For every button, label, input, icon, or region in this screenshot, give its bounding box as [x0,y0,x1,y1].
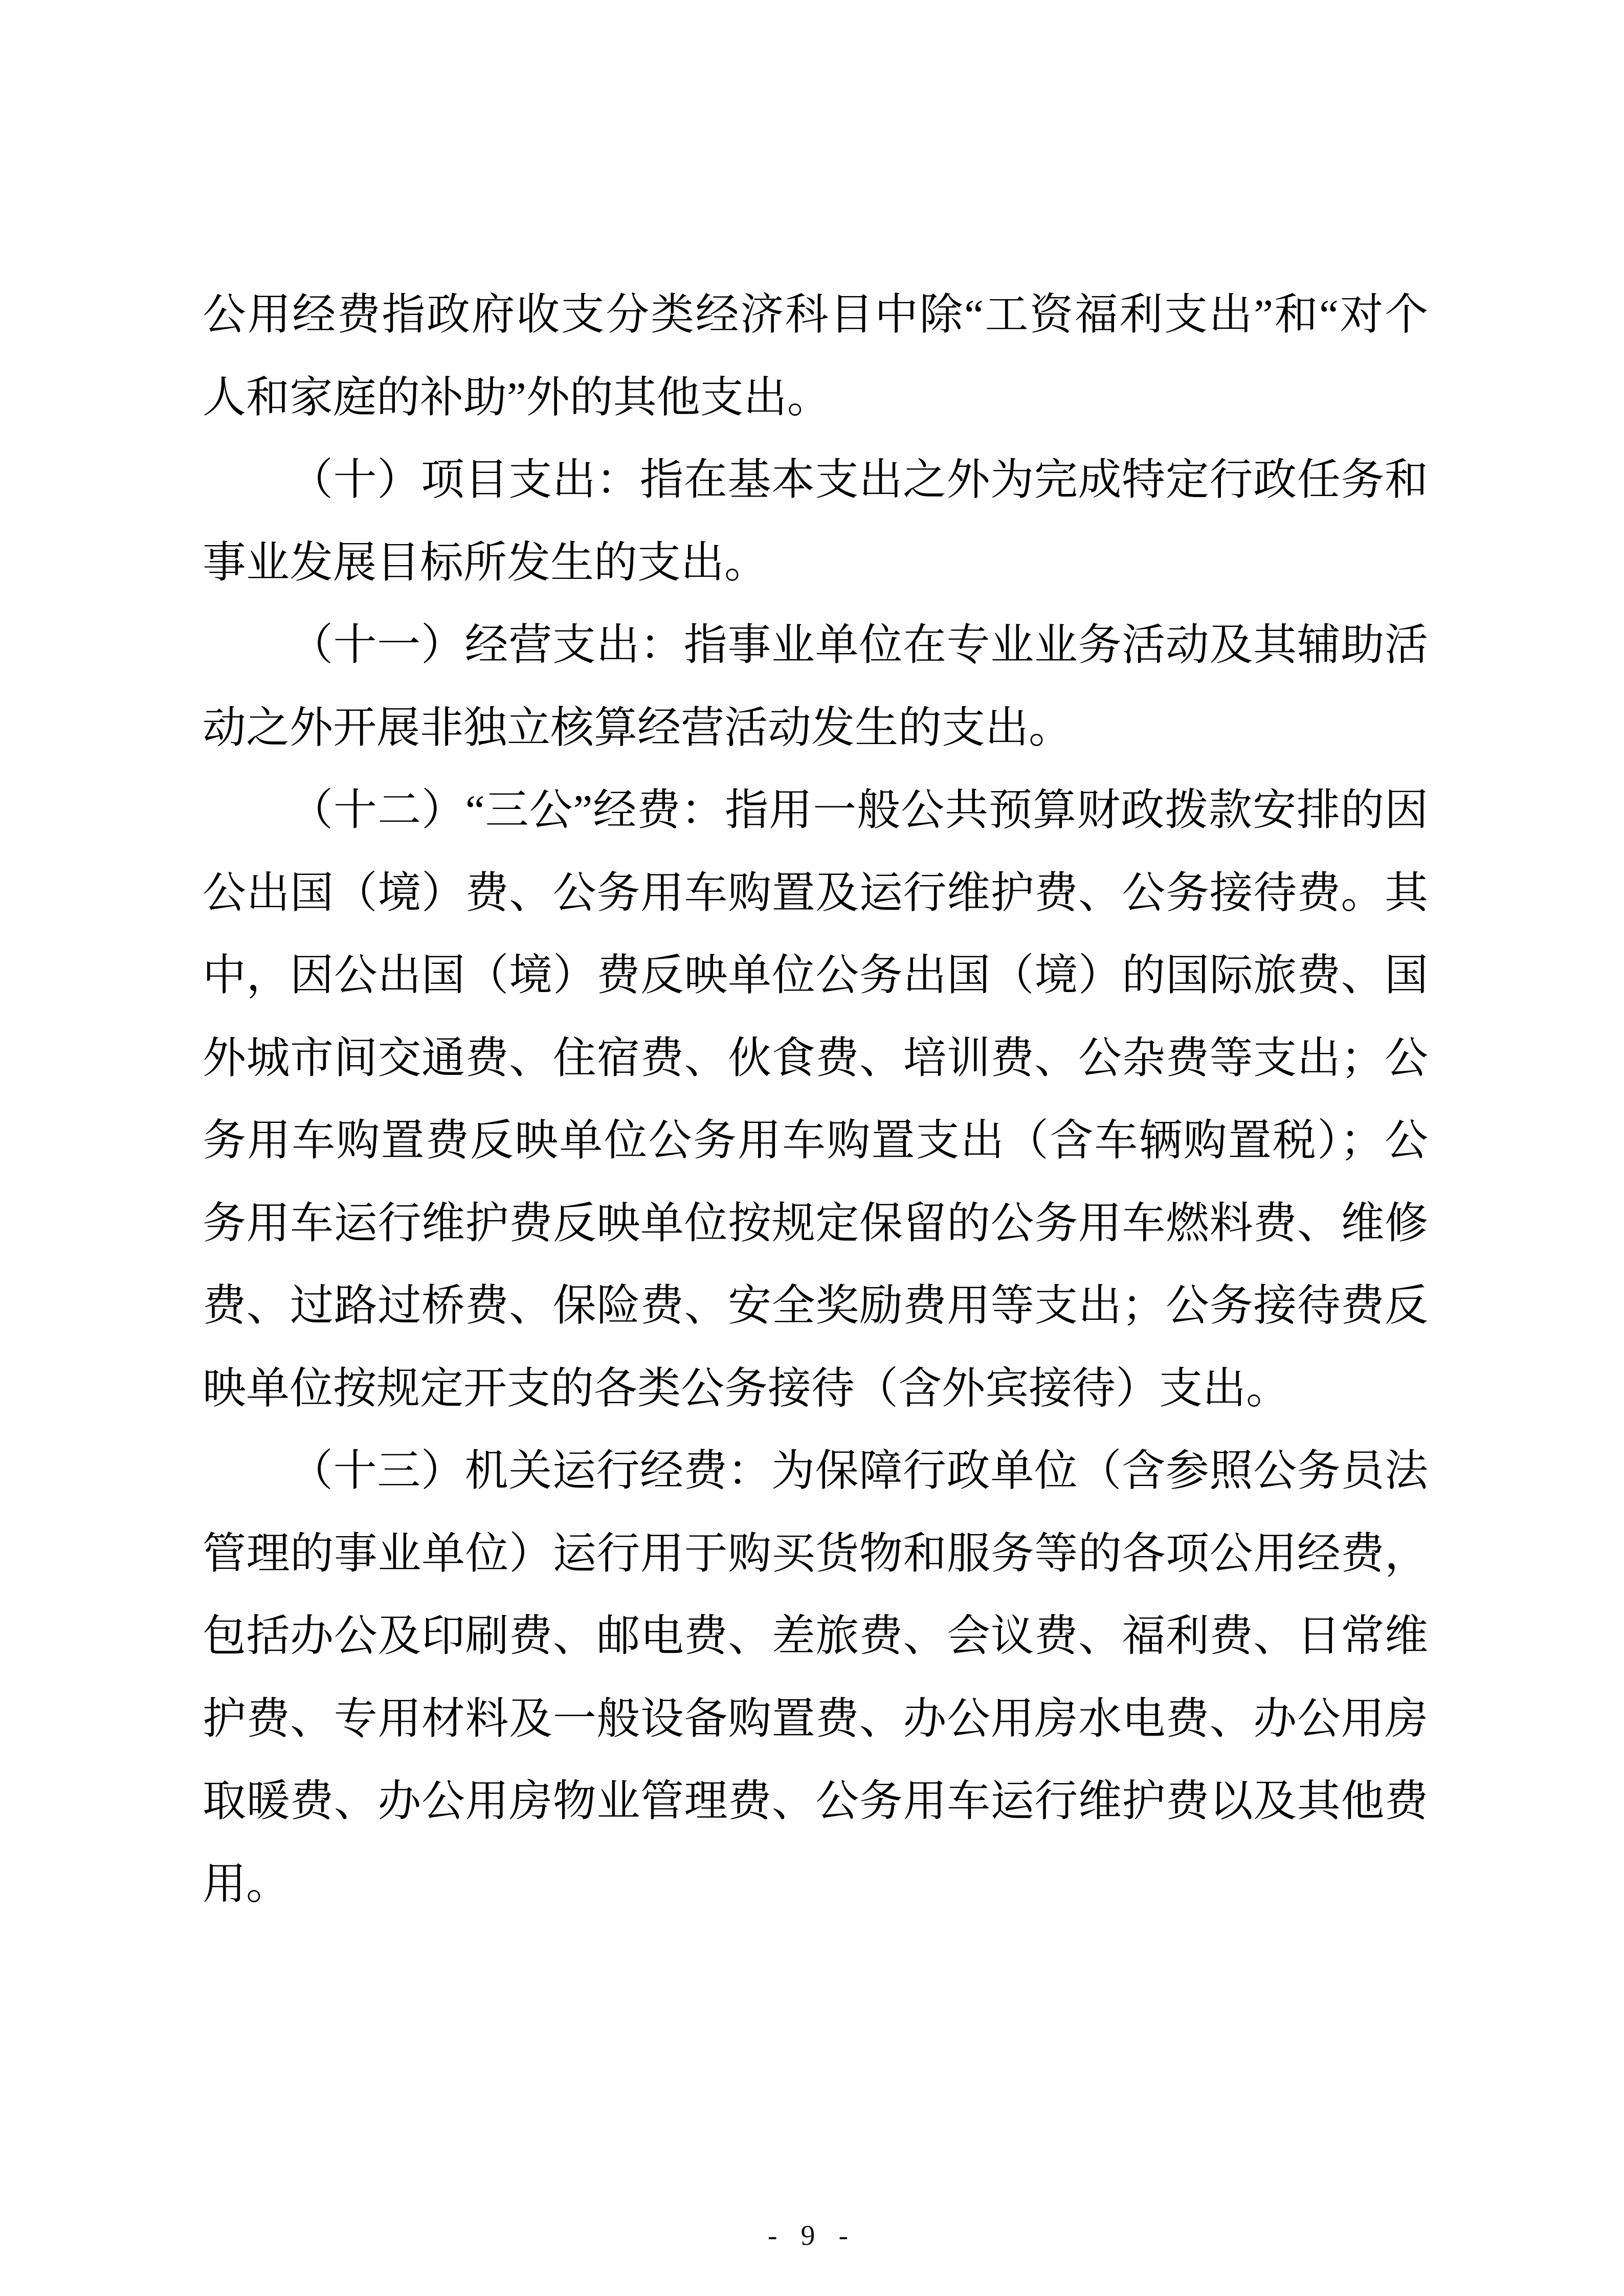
paragraph: （十一）经营支出：指事业单位在专业业务活动及其辅助活动之外开展非独立核算经营活动发生的支出。 [203,621,1428,752]
paragraph: （十）项目支出：指在基本支出之外为完成特定行政任务和事业发展目标所发生的支出。 [203,456,1428,587]
page-number: - 9 - [767,2220,857,2252]
paragraph: （十二）“三公”经费：指用一般公共预算财政拨款安排的因公出国（境）费、公务用车购置及运行维护费、公务接待费。其中，因公出国（境）费反映单位公务出国（境）的国际旅费、国外城市间交通费、住宿费、伙食费、培训费、公杂费等支出；公务用车购置费反映单位公务用车购置支出（含车辆购置税）；公务用车运行维护费反映单位按规定保留的公务用车燃料费、维修费、过路过桥费、保险费、安全奖励费用等支出；公务接待费反映单位按规定开支的各类公务接待（含外宾接待）支出。 [203,786,1428,1413]
paragraph: 公用经费指政府收支分类经济科目中除“工资福利支出”和“对个人和家庭的补助”外的其他支出。 [203,291,1428,422]
document-body [203,274,1428,1926]
paragraph: （十三）机关运行经费：为保障行政单位（含参照公务员法管理的事业单位）运行用于购买货物和服务等的各项公用经费，包括办公及印刷费、邮电费、差旅费、会议费、福利费、日常维护费、专用材料及一般设备购置费、办公用房水电费、办公用房取暖费、办公用房物业管理费、公务用车运行维护费以及其他费用。 [203,1447,1428,1908]
page-footer [0,2219,1624,2252]
